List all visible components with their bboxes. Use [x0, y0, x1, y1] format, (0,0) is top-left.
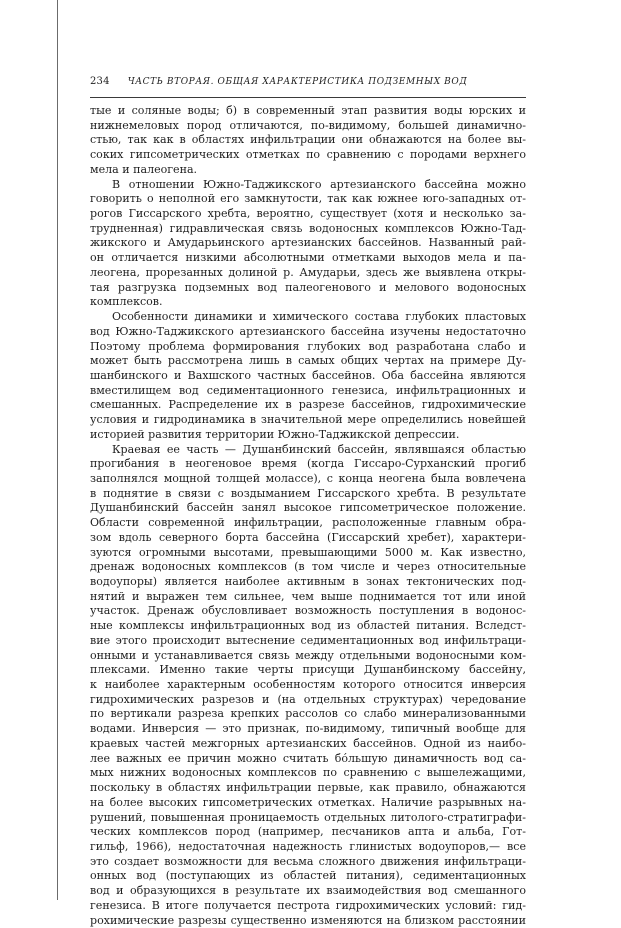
text-line: рогов Гиссарского хребта, вероятно, существует (хотя и несколько за- — [90, 207, 526, 221]
text-line: онных вод (поступающих из областей питания), седиментационных — [90, 869, 526, 883]
text-line: в поднятие в связи с воздыманием Гиссарского хребта. В результате — [90, 486, 526, 500]
text-line: жикского и Амударьинского артезианских бассейнов. Названный рай- — [90, 236, 526, 250]
text-line: водоупоры) является наиболее активным в зонах тектонических под- — [90, 575, 526, 588]
text-line: гидрохимических разрезов и (на отдельных структурах) чередование — [90, 692, 526, 706]
text-line: рохимические разрезы существенно изменяются на близком расстоянии — [90, 913, 526, 927]
text-line: рушений, повышенная проницаемость отдельных литолого-стратиграфи- — [90, 810, 526, 824]
text-line-content: В отношении Южно-Таджикского артезианского бассейна можно — [112, 177, 526, 191]
text-line: гильф, 1966), недостаточная надежность глинистых водоупоров,— все — [90, 839, 526, 853]
text-line: онными и устанавливается связь между отдельными водоносными ком- — [90, 648, 526, 662]
text-line: мела и палеогена. — [90, 162, 198, 176]
paragraph-continuation — [90, 104, 526, 178]
text-line: тая разгрузка подземных вод палеогенового и мелового водоносных — [90, 280, 526, 294]
text-line: условия и гидродинамика в значительной мере определились новейшей — [90, 413, 526, 427]
text-line: говорить о неполной его замкнутости, так как южнее юго-западных от- — [90, 192, 526, 206]
text-line: нятий и выражен тем сильнее, чем выше поднимается тот или иной — [90, 589, 526, 603]
paragraph-dushanbe-basin — [90, 443, 526, 928]
text-line: трудненная) гидравлическая связь водоносных комплексов Южно-Тад- — [90, 221, 526, 235]
text-line: ческих комплексов пород (например, песчаников апта и альба, Гот- — [90, 825, 526, 839]
text-line: это создает возможности для весьма сложного движения инфильтраци- — [90, 854, 526, 868]
text-line: соких гипсометрических отметках по сравнению с породами верхнего — [90, 148, 526, 162]
text-line: лее важных ее причин можно считать бо́льшую динамичность вод са- — [90, 751, 526, 765]
text-line: шанбинского и Вахшского частных бассейнов. Оба бассейна являются — [90, 368, 526, 382]
text-line: стью, так как в областях инфильтрации они обнажаются на более вы- — [90, 133, 526, 147]
text-line: поскольку в областях инфильтрации первые, как правило, обнажаются — [90, 781, 526, 795]
text-line: на более высоких гипсометрических отметках. Наличие разрывных на- — [90, 795, 526, 809]
text-line: прогибания в неогеновое время (когда Гиссаро-Сурханский прогиб — [90, 457, 526, 471]
text-line: может быть рассмотрена лишь в самых общих чертах на примере Ду- — [90, 354, 526, 368]
text-line: краевых частей межгорных артезианских бассейнов. Одной из наибо- — [90, 736, 526, 750]
text-line — [90, 310, 526, 325]
text-line — [90, 443, 526, 458]
text-line: участок. Дренаж обусловливает возможность поступления в водонос- — [90, 604, 526, 618]
running-header — [90, 76, 526, 94]
text-line: генезиса. В итоге получается пестрота гидрохимических условий: гид- — [90, 898, 526, 912]
text-line: Душанбинский бассейн занял высокое гипсометрическое положение. — [90, 501, 526, 515]
text-line: мых нижних водоносных комплексов по сравнению с вышележащими, — [90, 766, 526, 780]
text-line: историей развития территории Южно-Таджикской депрессии. — [90, 427, 460, 441]
paragraph-deep-waters — [90, 310, 526, 442]
text-line: Поэтому проблема формирования глубоких вод разработана слабо и — [90, 339, 526, 353]
text-line: вместилищем вод седиментационного генезиса, инфильтрационных и — [90, 383, 526, 397]
text-line: смешанных. Распределение их в разрезе бассейнов, гидрохимические — [90, 398, 526, 412]
text-line: зуются огромными высотами, превышающими 5000 м. Как известно, — [90, 545, 526, 559]
text-line-content: Краевая ее часть — Душанбинский бассейн, являвшаяся областью — [112, 442, 526, 456]
text-line-content: Особенности динамики и химического состава глубоких пластовых — [112, 310, 526, 324]
text-line: леогена, прорезанных долиной р. Амударьи, здесь же выявлена откры- — [90, 265, 526, 279]
text-line: дренаж водоносных комплексов (в том числе и через относительные — [90, 560, 526, 574]
text-line: заполнялся мощной толщей молассе), с конца неогена была вовлечена — [90, 471, 526, 485]
body-text — [90, 104, 526, 928]
text-line: к наиболее характерным особенностям которого относится инверсия — [90, 678, 526, 692]
header-rule — [90, 97, 526, 98]
text-line: комплексов. — [90, 295, 163, 309]
text-line: Области современной инфильтрации, расположенные главным обра- — [90, 516, 526, 530]
text-line — [90, 178, 526, 193]
text-line: зом вдоль северного борта бассейна (Гиссарский хребет), характери- — [90, 530, 526, 544]
text-line: водами. Инверсия — это признак, по-видимому, типичный вообще для — [90, 722, 526, 736]
text-line: по вертикали разреза крепких рассолов со слабо минерализованными — [90, 707, 526, 721]
text-line: он отличается низкими абсолютными отметками выходов мела и па- — [90, 251, 526, 265]
page-number: 234 — [90, 76, 110, 87]
text-line: плексами. Именно такие черты присущи Душанбинскому бассейну, — [90, 663, 526, 677]
running-head-title: ЧАСТЬ ВТОРАЯ. ОБЩАЯ ХАРАКТЕРИСТИКА ПОДЗЕМНЫХ ВОД — [127, 77, 468, 87]
text-line: вод и образующихся в результате их взаимодействия вод смешанного — [90, 884, 526, 898]
text-line: тые и соляные воды; б) в современный этап развития воды юрских и — [90, 104, 526, 117]
text-line: вие этого происходит вытеснение седиментационных вод инфильтраци- — [90, 633, 526, 647]
page-edge-line — [57, 0, 58, 900]
text-line: нижнемеловых пород отличаются, по-видимому, большей динамично- — [90, 118, 526, 132]
paragraph-south-tajik-basin — [90, 178, 526, 310]
text-line: вод Южно-Таджикского артезианского бассейна изучены недостаточно — [90, 324, 526, 338]
text-line: ные комплексы инфильтрационных вод из областей питания. Вследст- — [90, 619, 526, 633]
